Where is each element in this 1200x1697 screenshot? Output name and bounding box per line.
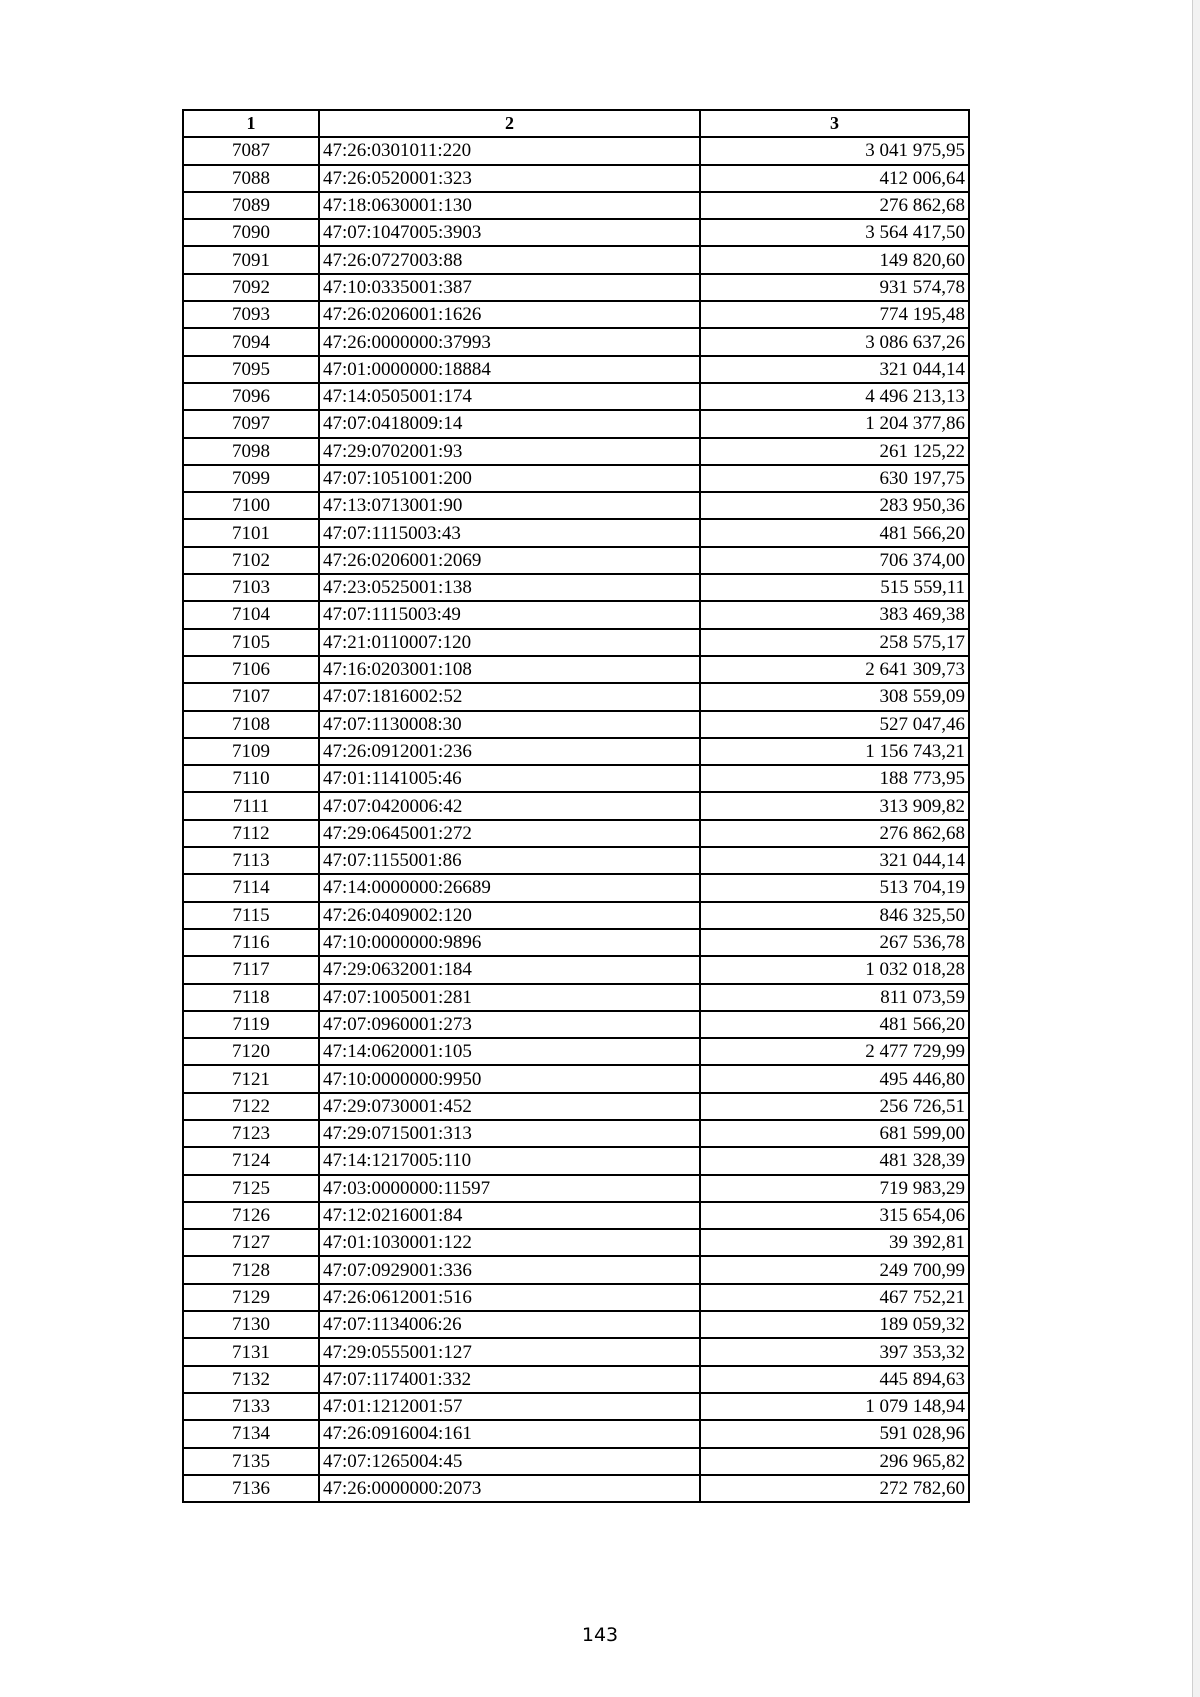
cadastral-value-cell: 630 197,75	[700, 465, 969, 492]
row-number-cell: 7124	[183, 1147, 319, 1174]
row-number-cell: 7107	[183, 683, 319, 710]
row-number-cell: 7111	[183, 792, 319, 819]
cadastral-value-cell: 272 782,60	[700, 1475, 969, 1502]
row-number-cell: 7130	[183, 1311, 319, 1338]
table-row	[183, 301, 969, 328]
row-number-cell: 7094	[183, 328, 319, 355]
row-number-cell: 7101	[183, 519, 319, 546]
cadastral-value-cell: 527 047,46	[700, 711, 969, 738]
row-number-cell: 7132	[183, 1366, 319, 1393]
cadastral-number-cell: 47:10:0335001:387	[319, 274, 700, 301]
row-number-cell: 7118	[183, 984, 319, 1011]
cadastral-value-cell: 3 041 975,95	[700, 137, 969, 164]
cadastral-value-cell: 321 044,14	[700, 356, 969, 383]
cadastral-value-cell: 1 032 018,28	[700, 956, 969, 983]
table-row	[183, 1011, 969, 1038]
row-number-cell: 7127	[183, 1229, 319, 1256]
row-number-cell: 7126	[183, 1202, 319, 1229]
table-row	[183, 956, 969, 983]
table-row	[183, 1448, 969, 1475]
row-number-cell: 7120	[183, 1038, 319, 1065]
row-number-cell: 7097	[183, 410, 319, 437]
table-row	[183, 383, 969, 410]
table-row	[183, 1065, 969, 1092]
table-row	[183, 711, 969, 738]
cadastral-value-cell: 1 204 377,86	[700, 410, 969, 437]
cadastral-value-cell: 591 028,96	[700, 1420, 969, 1447]
cadastral-value-cell: 681 599,00	[700, 1120, 969, 1147]
table-row	[183, 1175, 969, 1202]
table-row	[183, 765, 969, 792]
row-number-cell: 7129	[183, 1284, 319, 1311]
row-number-cell: 7089	[183, 192, 319, 219]
table-row	[183, 874, 969, 901]
cadastral-number-cell: 47:07:1051001:200	[319, 465, 700, 492]
row-number-cell: 7096	[183, 383, 319, 410]
table-row	[183, 1093, 969, 1120]
table-row	[183, 792, 969, 819]
cadastral-value-cell: 931 574,78	[700, 274, 969, 301]
cadastral-number-cell: 47:29:0730001:452	[319, 1093, 700, 1120]
cadastral-number-cell: 47:13:0713001:90	[319, 492, 700, 519]
cadastral-value-cell: 315 654,06	[700, 1202, 969, 1229]
cadastral-value-cell: 2 641 309,73	[700, 656, 969, 683]
cadastral-number-cell: 47:29:0632001:184	[319, 956, 700, 983]
row-number-cell: 7116	[183, 929, 319, 956]
cadastral-value-cell: 261 125,22	[700, 438, 969, 465]
cadastral-value-cell: 412 006,64	[700, 165, 969, 192]
table-row	[183, 1475, 969, 1502]
cadastral-value-cell: 1 156 743,21	[700, 738, 969, 765]
row-number-cell: 7114	[183, 874, 319, 901]
row-number-cell: 7131	[183, 1338, 319, 1365]
cadastral-number-cell: 47:10:0000000:9896	[319, 929, 700, 956]
cadastral-number-cell: 47:07:0418009:14	[319, 410, 700, 437]
cadastral-value-cell: 296 965,82	[700, 1448, 969, 1475]
row-number-cell: 7087	[183, 137, 319, 164]
row-number-cell: 7091	[183, 246, 319, 273]
table-row	[183, 1420, 969, 1447]
table-row	[183, 1202, 969, 1229]
cadastral-number-cell: 47:26:0916004:161	[319, 1420, 700, 1447]
cadastral-value-cell: 811 073,59	[700, 984, 969, 1011]
cadastral-value-cell: 258 575,17	[700, 629, 969, 656]
cadastral-number-cell: 47:01:1212001:57	[319, 1393, 700, 1420]
row-number-cell: 7102	[183, 547, 319, 574]
row-number-cell: 7123	[183, 1120, 319, 1147]
row-number-cell: 7113	[183, 847, 319, 874]
cadastral-value-cell: 39 392,81	[700, 1229, 969, 1256]
cadastral-value-cell: 149 820,60	[700, 246, 969, 273]
table-row	[183, 356, 969, 383]
header-col-3: 3	[700, 110, 969, 137]
cadastral-number-cell: 47:21:0110007:120	[319, 629, 700, 656]
row-number-cell: 7105	[183, 629, 319, 656]
cadastral-value-cell: 256 726,51	[700, 1093, 969, 1120]
cadastral-number-cell: 47:26:0206001:1626	[319, 301, 700, 328]
cadastral-number-cell: 47:14:0505001:174	[319, 383, 700, 410]
cadastral-number-cell: 47:26:0727003:88	[319, 246, 700, 273]
cadastral-value-cell: 4 496 213,13	[700, 383, 969, 410]
row-number-cell: 7110	[183, 765, 319, 792]
cadastral-value-cell: 308 559,09	[700, 683, 969, 710]
table-row	[183, 984, 969, 1011]
table-row	[183, 1256, 969, 1283]
table-row	[183, 192, 969, 219]
cadastral-number-cell: 47:01:1141005:46	[319, 765, 700, 792]
cadastral-number-cell: 47:29:0555001:127	[319, 1338, 700, 1365]
row-number-cell: 7119	[183, 1011, 319, 1038]
cadastral-value-cell: 321 044,14	[700, 847, 969, 874]
cadastral-value-cell: 3 564 417,50	[700, 219, 969, 246]
cadastral-value-cell: 188 773,95	[700, 765, 969, 792]
data-table	[182, 109, 970, 1503]
table-row	[183, 902, 969, 929]
cadastral-value-cell: 1 079 148,94	[700, 1393, 969, 1420]
cadastral-number-cell: 47:07:0960001:273	[319, 1011, 700, 1038]
table-row	[183, 246, 969, 273]
cadastral-number-cell: 47:26:0409002:120	[319, 902, 700, 929]
cadastral-number-cell: 47:26:0612001:516	[319, 1284, 700, 1311]
table-row	[183, 656, 969, 683]
table-row	[183, 1393, 969, 1420]
cadastral-value-cell: 513 704,19	[700, 874, 969, 901]
table-header	[183, 110, 969, 137]
table-row	[183, 601, 969, 628]
cadastral-number-cell: 47:07:0420006:42	[319, 792, 700, 819]
table-row	[183, 1147, 969, 1174]
cadastral-number-cell: 47:16:0203001:108	[319, 656, 700, 683]
table-row	[183, 1229, 969, 1256]
cadastral-number-cell: 47:26:0000000:37993	[319, 328, 700, 355]
table-row	[183, 492, 969, 519]
cadastral-value-cell: 3 086 637,26	[700, 328, 969, 355]
row-number-cell: 7135	[183, 1448, 319, 1475]
page-number: 143	[581, 1624, 619, 1646]
row-number-cell: 7104	[183, 601, 319, 628]
cadastral-number-cell: 47:12:0216001:84	[319, 1202, 700, 1229]
row-number-cell: 7134	[183, 1420, 319, 1447]
cadastral-number-cell: 47:07:1115003:43	[319, 519, 700, 546]
cadastral-number-cell: 47:07:1115003:49	[319, 601, 700, 628]
table-row	[183, 274, 969, 301]
cadastral-number-cell: 47:07:1005001:281	[319, 984, 700, 1011]
cadastral-value-cell: 249 700,99	[700, 1256, 969, 1283]
cadastral-number-cell: 47:07:1155001:86	[319, 847, 700, 874]
cadastral-number-cell: 47:23:0525001:138	[319, 574, 700, 601]
table-row	[183, 438, 969, 465]
cadastral-number-cell: 47:26:0520001:323	[319, 165, 700, 192]
cadastral-number-cell: 47:07:1816002:52	[319, 683, 700, 710]
table-row	[183, 1338, 969, 1365]
row-number-cell: 7092	[183, 274, 319, 301]
row-number-cell: 7133	[183, 1393, 319, 1420]
table-row	[183, 1038, 969, 1065]
cadastral-value-cell: 313 909,82	[700, 792, 969, 819]
cadastral-number-cell: 47:01:0000000:18884	[319, 356, 700, 383]
cadastral-value-cell: 481 566,20	[700, 1011, 969, 1038]
header-row	[183, 110, 969, 137]
row-number-cell: 7112	[183, 820, 319, 847]
cadastral-value-cell: 481 566,20	[700, 519, 969, 546]
cadastral-number-cell: 47:14:0000000:26689	[319, 874, 700, 901]
row-number-cell: 7128	[183, 1256, 319, 1283]
row-number-cell: 7088	[183, 165, 319, 192]
cadastral-value-cell: 276 862,68	[700, 820, 969, 847]
table-row	[183, 847, 969, 874]
cadastral-value-cell: 267 536,78	[700, 929, 969, 956]
row-number-cell: 7125	[183, 1175, 319, 1202]
table-row	[183, 1120, 969, 1147]
table-row	[183, 328, 969, 355]
cadastral-number-cell: 47:26:0301011:220	[319, 137, 700, 164]
row-number-cell: 7109	[183, 738, 319, 765]
header-col-1: 1	[183, 110, 319, 137]
header-col-2: 2	[319, 110, 700, 137]
table-row	[183, 1284, 969, 1311]
cadastral-value-cell: 383 469,38	[700, 601, 969, 628]
cadastral-number-cell: 47:18:0630001:130	[319, 192, 700, 219]
cadastral-value-cell: 495 446,80	[700, 1065, 969, 1092]
cadastral-number-cell: 47:07:1174001:332	[319, 1366, 700, 1393]
cadastral-value-cell: 189 059,32	[700, 1311, 969, 1338]
table-row	[183, 820, 969, 847]
row-number-cell: 7093	[183, 301, 319, 328]
cadastral-value-cell: 283 950,36	[700, 492, 969, 519]
table-body	[183, 137, 969, 1502]
row-number-cell: 7108	[183, 711, 319, 738]
cadastral-value-cell: 719 983,29	[700, 1175, 969, 1202]
table-row	[183, 410, 969, 437]
row-number-cell: 7099	[183, 465, 319, 492]
cadastral-value-cell: 2 477 729,99	[700, 1038, 969, 1065]
row-number-cell: 7121	[183, 1065, 319, 1092]
cadastral-value-cell: 706 374,00	[700, 547, 969, 574]
cadastral-number-cell: 47:14:0620001:105	[319, 1038, 700, 1065]
cadastral-value-cell: 481 328,39	[700, 1147, 969, 1174]
cadastral-number-cell: 47:01:1030001:122	[319, 1229, 700, 1256]
row-number-cell: 7122	[183, 1093, 319, 1120]
table-row	[183, 629, 969, 656]
cadastral-number-cell: 47:07:1047005:3903	[319, 219, 700, 246]
table-row	[183, 519, 969, 546]
cadastral-number-cell: 47:29:0715001:313	[319, 1120, 700, 1147]
cadastral-number-cell: 47:29:0702001:93	[319, 438, 700, 465]
cadastral-number-cell: 47:07:0929001:336	[319, 1256, 700, 1283]
cadastral-number-cell: 47:26:0000000:2073	[319, 1475, 700, 1502]
row-number-cell: 7098	[183, 438, 319, 465]
row-number-cell: 7117	[183, 956, 319, 983]
cadastral-value-cell: 467 752,21	[700, 1284, 969, 1311]
table-row	[183, 137, 969, 164]
cadastral-number-cell: 47:03:0000000:11597	[319, 1175, 700, 1202]
cadastral-value-cell: 276 862,68	[700, 192, 969, 219]
cadastral-number-cell: 47:07:1134006:26	[319, 1311, 700, 1338]
cadastral-number-cell: 47:07:1130008:30	[319, 711, 700, 738]
table-row	[183, 929, 969, 956]
table-row	[183, 1311, 969, 1338]
cadastral-value-cell: 846 325,50	[700, 902, 969, 929]
cadastral-number-cell: 47:10:0000000:9950	[319, 1065, 700, 1092]
row-number-cell: 7115	[183, 902, 319, 929]
row-number-cell: 7136	[183, 1475, 319, 1502]
cadastral-number-cell: 47:29:0645001:272	[319, 820, 700, 847]
table-row	[183, 165, 969, 192]
table-row	[183, 547, 969, 574]
table-row	[183, 219, 969, 246]
cadastral-number-cell: 47:14:1217005:110	[319, 1147, 700, 1174]
cadastral-value-cell: 774 195,48	[700, 301, 969, 328]
cadastral-number-cell: 47:26:0206001:2069	[319, 547, 700, 574]
row-number-cell: 7100	[183, 492, 319, 519]
cadastral-number-cell: 47:07:1265004:45	[319, 1448, 700, 1475]
table-row	[183, 1366, 969, 1393]
cadastral-value-cell: 445 894,63	[700, 1366, 969, 1393]
table-row	[183, 738, 969, 765]
cadastral-value-cell: 397 353,32	[700, 1338, 969, 1365]
cadastral-value-cell: 515 559,11	[700, 574, 969, 601]
table-row	[183, 683, 969, 710]
page-edge	[1192, 0, 1200, 1697]
row-number-cell: 7106	[183, 656, 319, 683]
table-row	[183, 574, 969, 601]
row-number-cell: 7090	[183, 219, 319, 246]
row-number-cell: 7103	[183, 574, 319, 601]
table-row	[183, 465, 969, 492]
cadastral-number-cell: 47:26:0912001:236	[319, 738, 700, 765]
row-number-cell: 7095	[183, 356, 319, 383]
